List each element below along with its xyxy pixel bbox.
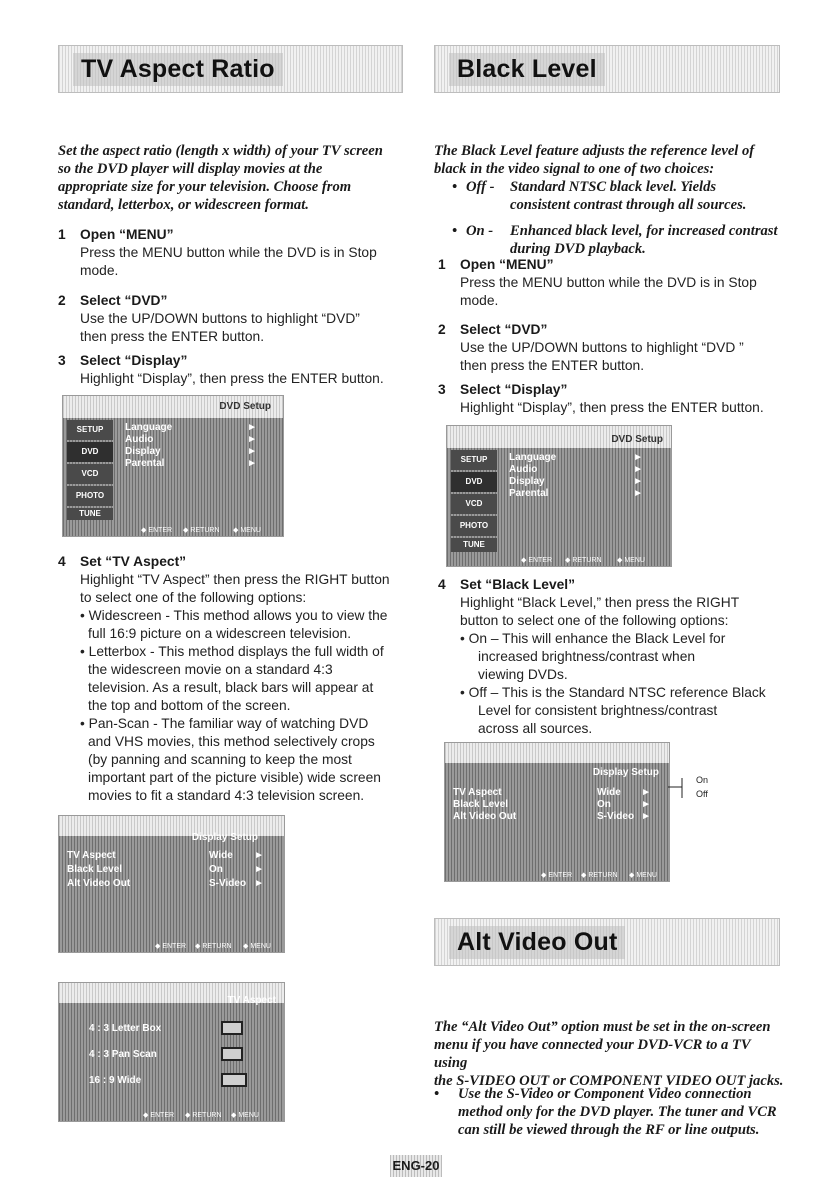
step-text: Use the UP/DOWN buttons to highlight “DVD ”: [460, 340, 744, 355]
menu-row: Language: [509, 452, 557, 463]
step-number: 4: [438, 577, 446, 592]
menu-footer: ◆ ENTER: [541, 872, 573, 879]
menu-title: Display Setup: [191, 832, 258, 843]
step-number: 1: [438, 257, 446, 272]
menu-footer: ◆ ENTER: [521, 557, 553, 564]
step-title: Select “Display”: [80, 353, 188, 368]
left-step-2: [58, 292, 403, 346]
step-title: Set “TV Aspect”: [80, 554, 187, 569]
intro-line: appropriate size for your television. Choose from: [58, 179, 352, 195]
bullet-text: during DVD playback.: [510, 241, 646, 257]
bullet-key: On -: [466, 223, 494, 239]
step-title: Select “Display”: [460, 382, 568, 397]
step-text: viewing DVDs.: [478, 667, 568, 682]
step-text: important part of the picture visible) wide screen: [88, 770, 381, 785]
arrow-icon: ►: [247, 422, 257, 433]
menu-row: Audio: [125, 434, 154, 445]
menu-footer: ◆ RETURN: [565, 557, 602, 564]
menu-title: DVD Setup: [219, 401, 271, 412]
step-text: Highlight “Display”, then press the ENTER button.: [80, 371, 384, 386]
bullet-icon: •: [452, 179, 458, 195]
menu-side-item: DVD: [451, 472, 497, 492]
step-title: Set “Black Level”: [460, 577, 576, 592]
step-text: the widescreen movie on a standard 4:3: [88, 662, 333, 677]
menu-side-item: PHOTO: [451, 516, 497, 536]
menu-row-label: Black Level: [67, 864, 123, 875]
right-step-2: [438, 321, 783, 375]
step-text: and VHS movies, this method selectively crops: [88, 734, 375, 749]
arrow-icon: ►: [633, 464, 643, 475]
step-number: 3: [438, 382, 446, 397]
step-text: Highlight “Display”, then press the ENTER button.: [460, 400, 764, 415]
arrow-icon: ►: [641, 811, 651, 822]
intro-line: The “Alt Video Out” option must be set in the on-screen: [434, 1019, 771, 1035]
display-setup-menu-screenshot: [58, 815, 285, 953]
menu-footer: ◆ MENU: [243, 943, 271, 950]
arrow-icon: ►: [641, 787, 651, 798]
arrow-icon: ►: [641, 799, 651, 810]
letterbox-icon: [221, 1021, 243, 1035]
wide-icon: [221, 1073, 247, 1087]
menu-row-value: Wide: [597, 787, 621, 798]
menu-row: Display: [509, 476, 545, 487]
menu-footer: ◆ ENTER: [155, 943, 187, 950]
arrow-icon: ►: [254, 850, 264, 861]
section-title: Alt Video Out: [449, 926, 625, 959]
menu-side-item: TUNE: [67, 508, 113, 520]
menu-footer: ◆ MENU: [233, 527, 261, 534]
step-text: • Off – This is the Standard NTSC reference Black: [460, 685, 766, 700]
menu-row: 4 : 3 Letter Box: [89, 1023, 162, 1034]
step-text: Highlight “Black Level,” then press the RIGHT: [460, 595, 740, 610]
intro-line: standard, letterbox, or widescreen format.: [58, 197, 309, 213]
section-title: Black Level: [449, 53, 605, 86]
dvd-setup-menu-screenshot: [446, 425, 672, 567]
menu-side-item: SETUP: [451, 450, 497, 470]
step-title: Select “DVD”: [460, 322, 548, 337]
menu-row: Parental: [125, 458, 165, 469]
menu-title: Display Setup: [592, 767, 659, 778]
bullet-icon: •: [452, 223, 458, 239]
alt-video-out-header: [434, 918, 780, 966]
menu-footer: ◆ MENU: [231, 1112, 259, 1119]
pan-scan-icon: [221, 1047, 243, 1061]
step-text: • Pan-Scan - The familiar way of watching DVD: [80, 716, 369, 731]
arrow-icon: ►: [254, 864, 264, 875]
menu-row-value: On: [209, 864, 223, 875]
right-step-3: [438, 381, 783, 417]
arrow-icon: ►: [247, 446, 257, 457]
menu-footer: ◆ RETURN: [195, 943, 232, 950]
step-number: 2: [58, 293, 66, 308]
intro-line: the S-VIDEO OUT or COMPONENT VIDEO OUT jacks.: [434, 1073, 784, 1089]
menu-side-item: PHOTO: [67, 486, 113, 506]
menu-footer: ◆ RETURN: [185, 1112, 222, 1119]
menu-side-item: DVD: [67, 442, 113, 462]
menu-side-item: VCD: [451, 494, 497, 514]
step-text: television. As a result, black bars will appear at: [88, 680, 374, 695]
option-bracket-icon: [668, 774, 692, 804]
step-title: Open “MENU”: [80, 227, 174, 242]
menu-side-item: SETUP: [67, 420, 113, 440]
step-text: Use the UP/DOWN buttons to highlight “DVD”: [80, 311, 360, 326]
bullet-text: consistent contrast through all sources.: [510, 197, 747, 213]
bullet-text: Standard NTSC black level. Yields: [510, 179, 717, 195]
step-number: 3: [58, 353, 66, 368]
menu-row: Parental: [509, 488, 549, 499]
step-text: Press the MENU button while the DVD is in Stop: [460, 275, 757, 290]
step-title: Select “DVD”: [80, 293, 168, 308]
step-text: the top and bottom of the screen.: [88, 698, 291, 713]
intro-line: black in the video signal to one of two choices:: [434, 161, 715, 177]
step-text: • Widescreen - This method allows you to view the: [80, 608, 388, 623]
left-step-1: [58, 226, 403, 280]
alt-video-bullet: [434, 1085, 784, 1139]
bullet-text: method only for the DVD player. The tuner and VCR: [458, 1104, 777, 1120]
menu-footer: ◆ ENTER: [141, 527, 173, 534]
step-text: Press the MENU button while the DVD is in Stop: [80, 245, 377, 260]
tv-aspect-intro: [58, 142, 403, 214]
arrow-icon: ►: [633, 476, 643, 487]
option-off-label: Off: [696, 789, 708, 799]
menu-title: TV Aspect: [227, 995, 276, 1006]
menu-side-item: VCD: [67, 464, 113, 484]
page-number: ENG-20: [390, 1155, 442, 1177]
step-text: mode.: [460, 293, 499, 308]
menu-row-value: S-Video: [209, 878, 247, 889]
step-text: Level for consistent brightness/contrast: [478, 703, 718, 718]
step-text: • Letterbox - This method displays the full width of: [80, 644, 384, 659]
step-text: full 16:9 picture on a widescreen television.: [88, 626, 352, 641]
menu-row-value: Wide: [209, 850, 233, 861]
bullet-text: Enhanced black level, for increased contrast: [510, 223, 778, 239]
black-level-header: [434, 45, 780, 93]
intro-line: so the DVD player will display movies at the: [58, 161, 323, 177]
step-text: then press the ENTER button.: [80, 329, 265, 344]
black-level-intro: [434, 142, 784, 258]
menu-row-label: Alt Video Out: [453, 811, 517, 822]
bullet-key: Off -: [466, 179, 495, 195]
arrow-icon: ►: [633, 488, 643, 499]
intro-line: The Black Level feature adjusts the reference level of: [434, 143, 755, 159]
menu-row-value: S-Video: [597, 811, 635, 822]
step-number: 4: [58, 554, 66, 569]
tv-aspect-ratio-header: [58, 45, 403, 93]
alt-video-intro: [434, 1018, 784, 1090]
step-text: (by panning and scanning to keep the most: [88, 752, 352, 767]
option-on-label: On: [696, 775, 709, 785]
step-text: increased brightness/contrast when: [478, 649, 696, 664]
step-text: mode.: [80, 263, 119, 278]
menu-row-label: TV Aspect: [67, 850, 116, 861]
section-title: TV Aspect Ratio: [73, 53, 283, 86]
step-text: button to select one of the following options:: [460, 613, 729, 628]
menu-row-label: Alt Video Out: [67, 878, 131, 889]
intro-line: Set the aspect ratio (length x width) of your TV screen: [58, 143, 383, 159]
menu-row-label: TV Aspect: [453, 787, 502, 798]
menu-footer: ◆ RETURN: [581, 872, 618, 879]
menu-row-label: Black Level: [453, 799, 509, 810]
tv-aspect-menu-screenshot: [58, 982, 285, 1122]
menu-row: Display: [125, 446, 161, 457]
menu-side-item: TUNE: [451, 538, 497, 552]
step-text: to select one of the following options:: [80, 590, 307, 605]
bullet-icon: •: [434, 1086, 440, 1102]
step-text: • On – This will enhance the Black Level for: [460, 631, 726, 646]
menu-footer: ◆ MENU: [617, 557, 645, 564]
menu-footer: ◆ MENU: [629, 872, 657, 879]
step-text: movies to fit a standard 4:3 television screen.: [88, 788, 365, 803]
step-number: 1: [58, 227, 66, 242]
arrow-icon: ►: [254, 878, 264, 889]
arrow-icon: ►: [633, 452, 643, 463]
menu-row-value: On: [597, 799, 611, 810]
left-step-3: [58, 352, 403, 388]
bullet-text: Use the S-Video or Component Video connection: [458, 1086, 752, 1102]
step-number: 2: [438, 322, 446, 337]
menu-footer: ◆ ENTER: [143, 1112, 175, 1119]
menu-row: 16 : 9 Wide: [89, 1075, 142, 1086]
step-text: Highlight “TV Aspect” then press the RIGHT button: [80, 572, 390, 587]
menu-row: 4 : 3 Pan Scan: [89, 1049, 157, 1060]
display-setup-menu-screenshot: [444, 742, 670, 882]
dvd-setup-menu-screenshot: [62, 395, 284, 537]
menu-footer: ◆ RETURN: [183, 527, 220, 534]
right-step-4: [438, 576, 783, 736]
arrow-icon: ►: [247, 458, 257, 469]
menu-title: DVD Setup: [611, 434, 663, 445]
step-text: across all sources.: [478, 721, 593, 736]
step-title: Open “MENU”: [460, 257, 554, 272]
left-step-4: [58, 553, 403, 805]
bullet-text: can still be viewed through the RF or line outputs.: [458, 1122, 760, 1138]
step-text: then press the ENTER button.: [460, 358, 645, 373]
right-step-1: [438, 256, 783, 310]
menu-row: Audio: [509, 464, 538, 475]
arrow-icon: ►: [247, 434, 257, 445]
menu-row: Language: [125, 422, 173, 433]
intro-line: menu if you have connected your DVD-VCR to a TV using: [434, 1037, 751, 1071]
